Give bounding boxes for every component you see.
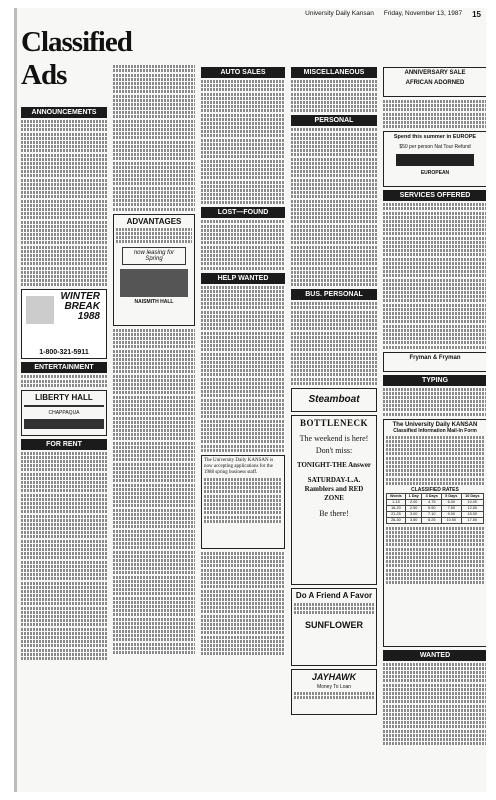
jayhawk-sub: Money To Loan <box>316 683 352 690</box>
advantages-footer: NAISMITH HALL <box>134 299 174 306</box>
winter-break-ad <box>21 289 107 359</box>
rate-cell: 2.50 <box>405 505 422 511</box>
jayhawk-ad <box>291 669 377 715</box>
rate-cell: 6.00 <box>442 499 462 505</box>
sunflower-ad <box>291 588 377 666</box>
liberty-hall-title: LIBERTY HALL <box>35 392 93 402</box>
jayhawk-title: JAYHAWK <box>311 671 357 682</box>
rate-cell: 7.50 <box>442 505 462 511</box>
rate-cell: 10.50 <box>442 517 462 523</box>
bottleneck-title: BOTTLENECK <box>299 417 369 428</box>
fryman-title: Fryman & Fryman <box>409 354 461 361</box>
winter-break-phone: 1-800-321-5911 <box>39 349 89 357</box>
rate-cell: 16-20 <box>387 505 406 511</box>
help-wanted-header: HELP WANTED <box>201 273 285 284</box>
bottleneck-line4: SATURDAY-L.A. Ramblers and RED ZONE <box>304 475 364 502</box>
fryman-ad <box>383 352 486 372</box>
kansan-hiring-ad <box>201 455 285 549</box>
rates-table <box>386 493 484 524</box>
rates-col: 1 Day <box>405 493 422 499</box>
auto-sales-header: AUTO SALES <box>201 67 285 78</box>
column-2 <box>113 64 195 790</box>
announcements-header: ANNOUNCEMENTS <box>21 107 107 118</box>
winter-break-line1: WINTER <box>60 291 100 303</box>
kansan-hiring-text: The University Daily KANSAN is now accepting applications for the 1988 spring business staff. <box>204 457 274 475</box>
europe-text: Spend this summer in EUROPE <box>393 134 477 141</box>
rates-col: 3 Days <box>422 493 442 499</box>
ski-illustration <box>26 296 54 324</box>
sunflower-sub: SUNFLOWER <box>305 620 363 631</box>
liberty-hall-sub: CHAPPAQUA <box>48 409 80 416</box>
bus-personal-header: BUS. PERSONAL <box>291 289 377 300</box>
bottleneck-line1: The weekend is here! <box>299 433 369 443</box>
rates-col: 5 Days <box>442 493 462 499</box>
column-1 <box>21 104 107 790</box>
page-date: Friday, November 13, 1987 <box>383 10 463 17</box>
bottleneck-line3: TONIGHT-THE Answer <box>296 460 372 469</box>
announcements-text <box>21 120 107 286</box>
rate-cell: 21-25 <box>387 511 406 517</box>
form-sub: Classified Information Mail-In Form <box>393 427 477 434</box>
personal-header: PERSONAL <box>291 115 377 126</box>
winter-break-line2: BREAK <box>64 301 100 313</box>
europe-price: $50 per person Nat Tour Refund <box>399 144 471 151</box>
rates-title: CLASSIFIED RATES <box>411 486 459 493</box>
rate-cell: 12.50 <box>461 505 483 511</box>
anniversary-sub: AFRICAN ADORNED <box>405 80 465 86</box>
rate-cell: 4.75 <box>422 499 442 505</box>
europe-footer: EUROPEAN <box>420 170 450 177</box>
page-number: 15 <box>472 10 481 19</box>
rates-col: Words <box>387 493 406 499</box>
rate-cell: 15.00 <box>461 511 483 517</box>
entertainment-header: ENTERTAINMENT <box>21 362 107 373</box>
rate-cell: 26-30 <box>387 517 406 523</box>
column-3 <box>201 64 285 790</box>
bottleneck-line2: Don't miss: <box>315 445 353 455</box>
rate-cell: 1-15 <box>387 499 406 505</box>
typing-header: TYPING <box>383 375 486 386</box>
advantages-title: ADVANTAGES <box>126 216 182 226</box>
anniversary-title: ANNIVERSARY SALE <box>404 70 466 76</box>
rate-cell: 17.50 <box>461 517 483 523</box>
paper-name: University Daily Kansan <box>305 10 374 17</box>
services-offered-header: SERVICES OFFERED <box>383 190 486 201</box>
advantages-line: now leasing for Spring <box>122 247 186 265</box>
rates-col: 10 Days <box>461 493 483 499</box>
anniversary-ad <box>383 67 486 97</box>
column-4 <box>291 64 377 790</box>
sunflower-title: Do A Friend A Favor <box>295 590 373 600</box>
wanted-header: WANTED <box>383 650 486 661</box>
rate-cell: 8.25 <box>422 517 442 523</box>
rate-cell: 3.00 <box>405 511 422 517</box>
bottleneck-ad <box>291 415 377 585</box>
rate-cell: 7.10 <box>422 511 442 517</box>
rate-cell: 9.00 <box>442 511 462 517</box>
for-rent-header: FOR RENT <box>21 439 107 450</box>
steamboat-ad: Steamboat <box>291 388 377 412</box>
liberty-hall-ad <box>21 390 107 436</box>
rate-cell: 5.90 <box>422 505 442 511</box>
mail-in-form <box>383 419 486 647</box>
rate-cell: 2.00 <box>405 499 422 505</box>
running-head <box>17 10 486 22</box>
column-5 <box>383 64 486 790</box>
rate-cell: 3.50 <box>405 517 422 523</box>
europe-ad <box>383 131 486 187</box>
miscellaneous-header: MISCELLANEOUS <box>291 67 377 78</box>
newspaper-page <box>14 8 486 792</box>
form-title: The University Daily KANSAN <box>392 421 478 428</box>
advantages-ad <box>113 214 195 326</box>
building-illustration <box>120 269 188 297</box>
table-row <box>387 517 484 523</box>
classified-masthead: Classified Ads <box>21 26 132 91</box>
lost-found-header: LOST—FOUND <box>201 207 285 218</box>
winter-break-line3: 1988 <box>77 311 100 323</box>
bottleneck-line5: Be there! <box>319 508 349 518</box>
rate-cell: 10.00 <box>461 499 483 505</box>
